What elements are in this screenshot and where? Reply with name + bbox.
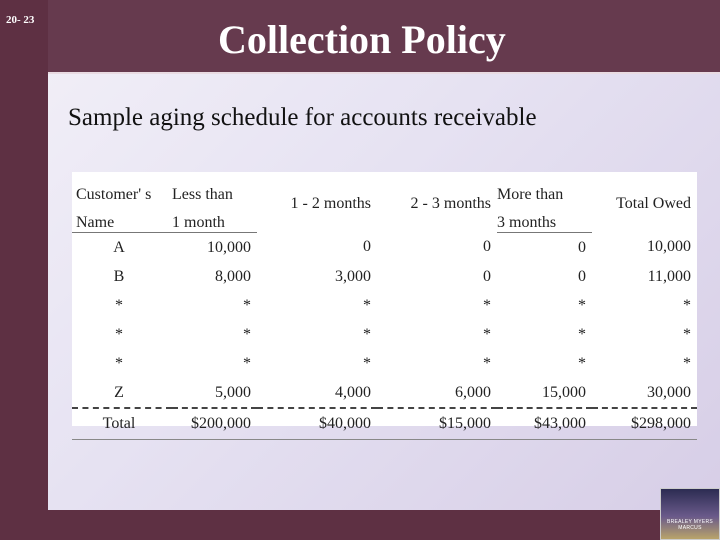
table-cell: *	[243, 296, 251, 314]
slide-number: 20- 23	[6, 14, 35, 26]
table-cell: 11,000	[647, 267, 691, 285]
table-cell: 0	[483, 267, 491, 285]
header-cell: Total Owed	[616, 195, 691, 213]
table-cell: *	[578, 296, 586, 314]
aging-schedule-table	[72, 172, 697, 440]
table-cell: 0	[578, 267, 586, 285]
table-cell: 5,000	[215, 383, 251, 401]
customer-name-cell: *	[115, 354, 123, 372]
table-cell: 0	[578, 238, 586, 256]
header-cell: Name	[72, 204, 172, 233]
customer-name-cell: Z	[114, 383, 124, 401]
header-cell: 1 - 2 months	[290, 195, 371, 213]
table-cell: 10,000	[647, 238, 691, 256]
table-cell: 6,000	[455, 383, 491, 401]
header-cell: More than	[497, 186, 564, 203]
table-row	[72, 233, 697, 263]
table-cell: *	[243, 354, 251, 372]
total-cell: $40,000	[257, 408, 377, 440]
customer-name-cell: *	[115, 296, 123, 314]
bottom-frame-bar	[0, 510, 720, 540]
table-cell: *	[683, 354, 691, 372]
table-row	[72, 320, 697, 349]
table-cell: 0	[363, 238, 371, 256]
total-cell: $298,000	[592, 408, 697, 440]
table-cell: *	[243, 325, 251, 343]
table-row	[72, 378, 697, 408]
left-frame-bar	[0, 0, 48, 540]
total-cell: $15,000	[377, 408, 497, 440]
table-header-row-1	[72, 172, 697, 204]
total-cell: $200,000	[172, 408, 257, 440]
table-cell: *	[483, 296, 491, 314]
table-cell: 10,000	[207, 238, 251, 256]
table-cell: 8,000	[215, 267, 251, 285]
table-row	[72, 349, 697, 378]
publisher-logo	[660, 488, 720, 540]
customer-name-cell: A	[113, 238, 125, 256]
aging-schedule-table-box	[72, 172, 697, 432]
header-cell: 1 month	[172, 204, 257, 233]
header-cell: Less than	[172, 186, 233, 203]
header-cell: 2 - 3 months	[410, 195, 491, 213]
table-cell: 15,000	[542, 383, 586, 401]
table-cell: 30,000	[647, 383, 691, 401]
total-label-cell: Total	[72, 408, 172, 440]
header-cell: 3 months	[497, 204, 592, 233]
table-cell: *	[483, 325, 491, 343]
table-row	[72, 262, 697, 291]
customer-name-cell: *	[115, 325, 123, 343]
total-cell: $43,000	[497, 408, 592, 440]
table-cell: *	[363, 325, 371, 343]
table-cell: *	[683, 296, 691, 314]
table-row	[72, 291, 697, 320]
table-cell: 4,000	[335, 383, 371, 401]
total-row	[72, 408, 697, 440]
slide-title: Collection Policy	[218, 17, 506, 62]
table-cell: *	[578, 354, 586, 372]
logo-text: BREALEY MYERS MARCUS	[666, 519, 714, 531]
table-cell: *	[578, 325, 586, 343]
slide-subtitle: Sample aging schedule for accounts receivable	[68, 104, 537, 131]
table-cell: 3,000	[335, 267, 371, 285]
customer-name-cell: B	[113, 267, 125, 285]
table-cell: *	[683, 325, 691, 343]
table-cell: *	[363, 296, 371, 314]
table-cell: *	[363, 354, 371, 372]
table-cell: 0	[483, 238, 491, 256]
header-cell: Customer' s	[76, 186, 152, 203]
table-cell: *	[483, 354, 491, 372]
